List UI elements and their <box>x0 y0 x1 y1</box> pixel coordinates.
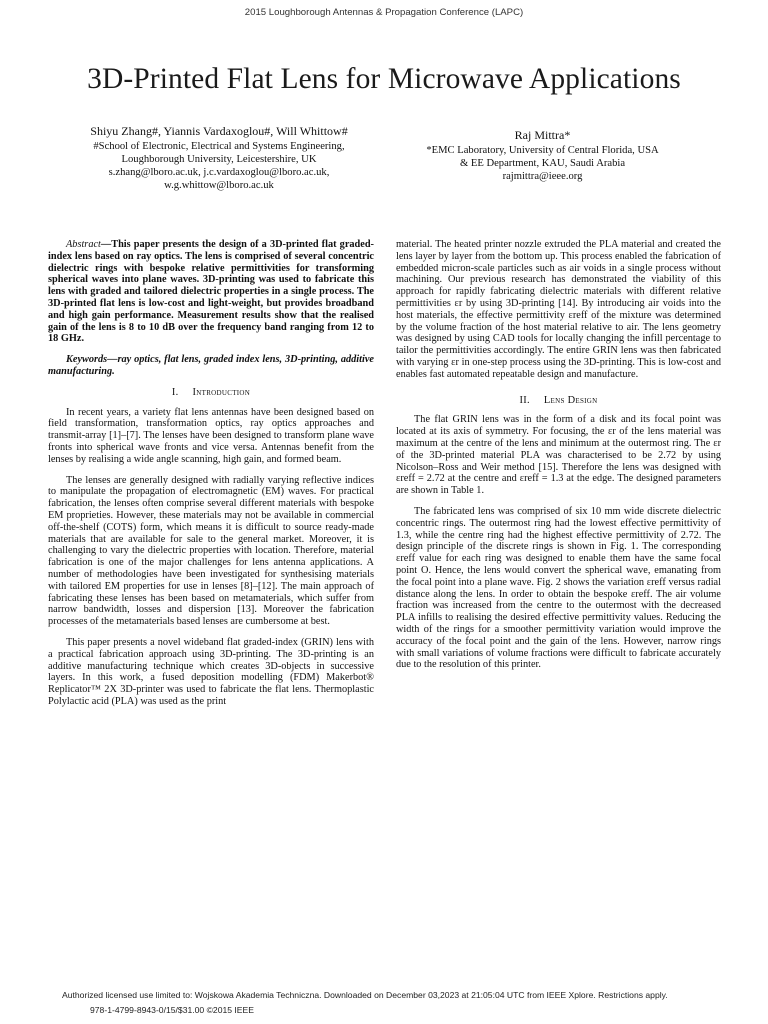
paragraph: material. The heated printer nozzle extruded the PLA material and created the lens layer by layer from the bottom up. This process enabled the fabrication of embedded micron-scale particles such as air voids in a single process without machining. Our previous research has demonstrated the viability of this approach for rapidly fabricating dielectric materials with different relative permittivities εr by using 3D-printing [14]. By introducing air voids into the host materials, the effective permittivity εreff of the mixture was determined by the volume fraction of the host material relative to air. The lens geometry was designed by using CAD tools for locally changing the infill percentage to tailor the permittivities accordingly. The entire GRIN lens was then fabricated with varying εr in one-step process using the 3D-printing. This is low-cost and enables fast automated repeatable design and manufacture. <box>396 239 721 380</box>
section-number: II. <box>519 394 530 406</box>
affiliation-line: & EE Department, KAU, Saudi Arabia <box>459 158 626 170</box>
affiliation-line: #School of Electronic, Electrical and Systems Engineering, <box>93 141 345 153</box>
paragraph: The fabricated lens was comprised of six 10 mm wide discrete dielectric concentric rings. The outermost ring had the lowest effective permittivity of 1.3, while the centre ring had the highest effective permittivity of 2.72. The design principle of the discrete rings is shown in Fig. 1. The corresponding εreff value for each ring was designed to enable them have the same focal point O. Hence, the lens would convert the spherical wave, emanating from the focal point into a plane wave. Fig. 2 shows the variation εreff versus radial distance along the lens. In order to obtain the bespoke εreff. The air volume fraction was increased from the centre to the outermost with the decreased PLA infills to realising the desired effective permittivity values. Reducing the width of the rings for a smoother permittivity variation would improve the accuracy of the focal point and the gain of the lens. However, narrow rings with small variations of volume fractions were difficult to fabricate accurately due to the resolution of this printer. <box>396 505 721 671</box>
conference-header: 2015 Loughborough Antennas & Propagation Conference (LAPC) <box>244 7 524 18</box>
author-block-left <box>48 125 390 192</box>
section-heading-introduction <box>48 387 374 399</box>
copyright-footer: 978-1-4799-8943-0/15/$31.00 ©2015 IEEE <box>90 1005 255 1015</box>
author-block-right <box>400 129 685 183</box>
section-heading-lens-design <box>396 395 721 407</box>
section-title: Lens Design <box>543 394 598 406</box>
section-title: Introduction <box>192 386 251 398</box>
paragraph: This paper presents a novel wideband flat graded-index (GRIN) lens with a practical fabrication approach using 3D-printing. The 3D-printing is an additive manufacturing technique which creates 3D-objects in successive layers. In this work, a fused deposition modelling (FDM) Makerbot® Replicator™ 2X 3D-printer was used to fabricate the flat lens. Thermoplastic Polylactic acid (PLA) was used as the print <box>48 636 374 707</box>
paragraph: In recent years, a variety flat lens antennas have been designed based on field transformation, transformation optics, ray optics approaches and transmit-array [1]–[7]. The lenses have been designed to transform plane wave fronts into spherical wave fronts and vice versa. Antennas benefit from the lenses by realising a wide angle scanning, high gain, and formed beam. <box>48 406 374 465</box>
affiliation-line: Loughborough University, Leicestershire, UK <box>121 154 317 166</box>
abstract-label: Abstract <box>66 239 101 250</box>
email-line: s.zhang@lboro.ac.uk, j.c.vardaxoglou@lboro.ac.uk, <box>108 167 330 179</box>
abstract <box>48 239 374 345</box>
affiliation-line: *EMC Laboratory, University of Central Florida, USA <box>426 145 659 157</box>
paper-title: 3D-Printed Flat Lens for Microwave Applications <box>87 63 681 95</box>
author-names-right: Raj Mittra* <box>514 128 571 142</box>
right-column <box>396 239 721 680</box>
abstract-text: —This paper presents the design of a 3D-printed flat graded-index lens based on ray optics. The lens is comprised of several concentric dielectric rings with bespoke relative permittivities for transforming spherical waves into plane waves. 3D-printing was used to fabricate this lens with graded and tailored dielectric properties in a single process. The 3D-printed flat lens is low-cost and light-weight, but provides broadband and high gain performance. Measurement results show that the realised gain of the lens is 8 to 10 dB over the frequency band ranging from 12 to 18 GHz. <box>48 239 374 345</box>
email-line: w.g.whittow@lboro.ac.uk <box>164 180 274 192</box>
section-number: I. <box>171 386 179 398</box>
left-column <box>48 239 374 717</box>
license-footer: Authorized licensed use limited to: Wojskowa Akademia Techniczna. Downloaded on December 03,2023 at 21:05:04 UTC from IEEE Xplore. Restrictions apply. <box>62 990 668 1000</box>
paragraph: The lenses are generally designed with radially varying reflective indices to manipulate the propagation of electromagnetic (EM) waves. For practical fabrication, the lenses often comprise several different materials with bespoke EM proprieties. However, these materials may not be available in commercial off-the-shelf (COTS) form, which means it is difficult to source ready-made materials that are available for sale to the general market. Moreover, it is challenging to vary the dielectric properties with location. Therefore, material fabrication is one of the major challenges for lens antenna applications. A number of methodologies have been investigated for synthesising materials with tailored EM properties for use in lenses [8]–[12]. The main approach of fabricating these lenses has been based on metamaterials, which suffer from narrow bandwidth, losses and dispersion [13]. Moreover the fabrication processes of the metamaterials based lenses are cumbersome at best. <box>48 474 374 628</box>
paragraph: The flat GRIN lens was in the form of a disk and its focal point was located at its axis of symmetry. For focusing, the εr of the lens material was maximum at the centre of the lens and minimum at the outermost ring. The εr of the 3D-printed material PLA was characterised to be 2.72 by using Nicolson–Ross and Weir method [15]. Therefore the lens was designed with εreff = 2.72 at the centre and εreff = 1.3 at the edge. The designed parameters are shown in Table 1. <box>396 414 721 497</box>
author-names-left: Shiyu Zhang#, Yiannis Vardaxoglou#, Will Whittow# <box>90 124 348 138</box>
keywords: Keywords—ray optics, flat lens, graded index lens, 3D-printing, additive manufacturing. <box>48 354 374 377</box>
email-line: rajmittra@ieee.org <box>502 171 583 183</box>
